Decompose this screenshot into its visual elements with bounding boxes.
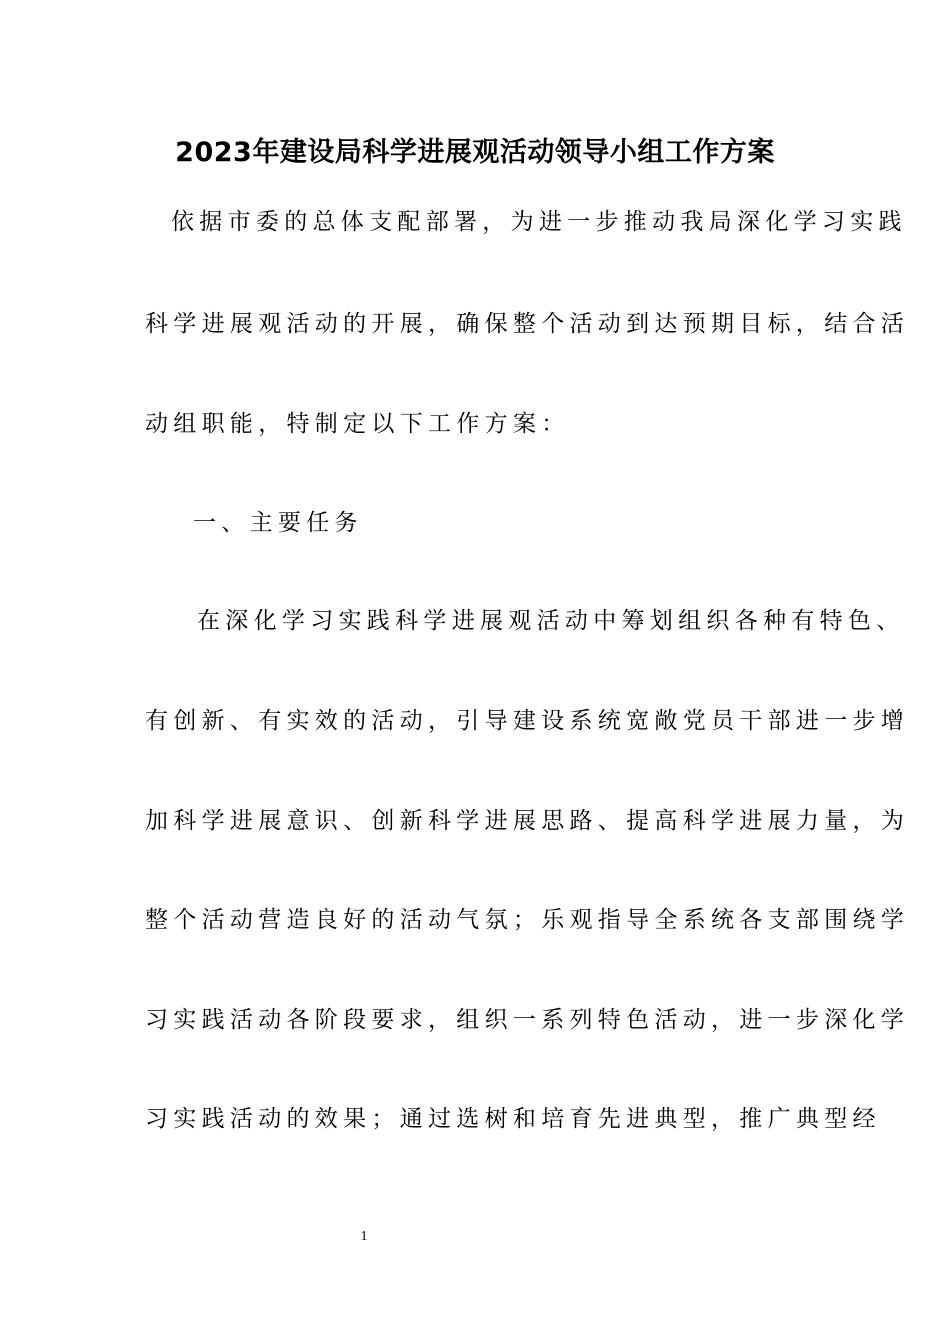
paragraph-line: 科学进展观活动的开展，确保整个活动到达预期目标，结合活 bbox=[145, 311, 910, 337]
paragraph-line: 动组职能，特制定以下工作方案： bbox=[145, 411, 570, 437]
paragraph-line: 习实践活动各阶段要求，组织一系列特色活动，进一步深化学 bbox=[145, 1007, 910, 1033]
paragraph-line: 整个活动营造良好的活动气氛；乐观指导全系统各支部围绕学 bbox=[145, 907, 910, 933]
paragraph-line: 有创新、有实效的活动，引导建设系统宽敞党员干部进一步增 bbox=[145, 708, 910, 734]
paragraph-line: 习实践活动的效果；通过选树和培育先进典型，推广典型经 bbox=[145, 1106, 881, 1132]
paragraph-line: 加科学进展意识、创新科学进展思路、提高科学进展力量，为 bbox=[145, 808, 910, 834]
section-heading: 一、主要任务 bbox=[193, 510, 363, 536]
document-title: 2023年建设局科学进展观活动领导小组工作方案 bbox=[175, 137, 775, 168]
paragraph-line: 在深化学习实践科学进展观活动中筹划组织各种有特色、 bbox=[197, 608, 905, 634]
page-number: 1 bbox=[360, 1229, 368, 1244]
paragraph-line: 依据市委的总体支配部署，为进一步推动我局深化学习实践 bbox=[171, 209, 907, 235]
